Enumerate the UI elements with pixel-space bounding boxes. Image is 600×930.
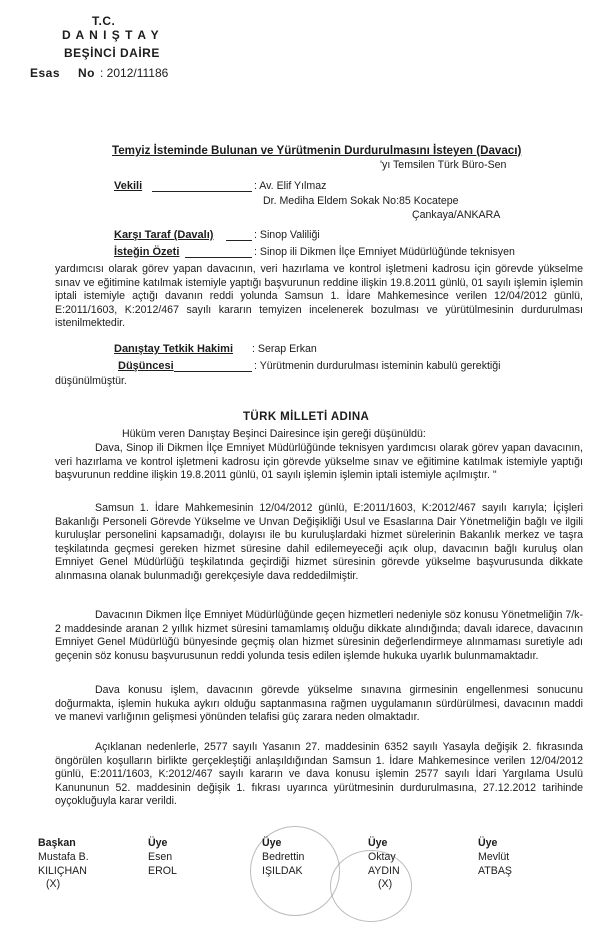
attorney-label: Vekili (114, 180, 143, 192)
opinion-label-line (174, 371, 252, 372)
signature-role: Üye (368, 837, 388, 849)
signature-role: Başkan (38, 837, 76, 849)
signature-member-1 (148, 837, 177, 878)
signature-first-name: Oktay (368, 850, 396, 863)
signature-role: Üye (262, 837, 282, 849)
decision-paragraph-4: Dava konusu işlem, davacının görevde yükselme sınavına girmesinin engellenmesi sonucunu doğurmakta, işlemin hukuka aykırı olduğu saptanmasına rağmen uygulamanın sürdürülmesi, davacının maddi ve manevi varlığının gelişmesi yönünden telafisi güç zarara neden olmaktadır. (55, 684, 583, 724)
opinion-first-line: : Yürütmenin durdurulması isteminin kabulü gerektiği (254, 360, 501, 372)
defendant-label-line (226, 240, 252, 241)
decision-paragraph-1: Dava, Sinop ili Dikmen İlçe Emniyet Müdürlüğünde teknisyen yardımcısı olarak görev yapan davacının, veri hazırlama ve kontrol işletmeni kadrosu için görevde yükselme sınav ve eğitimine katılmak istemiyle yaptığı başvurunun reddine ilişkin 19.8.2011 günlü, 01 sayılı işlemin işlemin iptali istemiyle açılmıştır. " (55, 442, 583, 482)
decision-paragraph-2: Samsun 1. İdare Mahkemesinin 12/04/2012 günlü, E:2011/1603, K:2012/467 sayılı karıyla; İçişleri Bakanlığı Personeli Görevde Yükselme ve Unvan Değişikliği Usul ve Esaslarına Dair Yönetmeliğin bağlı ve ilgili kuruluşlar personelini kapsamadığı, dolayısı ile bu kuruluşlardaki hizmet sürelerinin Bakanlık merkez ve taşra teşkilatında geçmesi gereken hizmet süresine dahil edilemeyeceği açık olup, davacının bağlı kuruluş olan Emniyet Genel Müdürlüğü teşkilatında geçirdiği hizmet süresinin görevde yükselme başvurusunda dikkate alınmasına olanak bulunmadığı gerekçesiyle dava reddedilmiştir. (55, 502, 583, 582)
decision-paragraph-5: Açıklanan nedenlerle, 2577 sayılı Yasanın 27. maddesinin 6352 sayılı Yasayla değişik 2. fıkrasında öngörülen koşulların birlikte gerçekleştiği anlaşıldığından Samsun 1. İdare Mahkemesince verilen 12/04/2012 günlü, E:2011/1603, K:2012/467 sayılı kararın ve dava konusu işlemin 2577 sayılı İdari Yargılama Usulü Kanununun 52. maddesinin değişik 1. fıkrası uyarınca yürütmesinin durdurulmasına, 27.12.2012 tarihinde oyçokluğuyla karar verildi. (55, 741, 583, 808)
header-tc: T.C. (92, 14, 116, 28)
decision-title: TÜRK MİLLETİ ADINA (243, 411, 370, 423)
esas-number: : 2012/11186 (100, 66, 169, 80)
judge-value: : Serap Erkan (252, 343, 317, 355)
request-first-line: : Sinop ili Dikmen İlçe Emniyet Müdürlüğünde teknisyen (254, 246, 515, 258)
header-chamber: BEŞİNCİ DAİRE (64, 46, 160, 60)
signature-last-name: ATBAŞ (478, 864, 512, 877)
signature-member-4 (478, 837, 512, 878)
request-label-line (185, 257, 252, 258)
signature-first-name: Mevlüt (478, 850, 510, 863)
decision-intro: Hüküm veren Danıştay Beşinci Dairesince işin gereği düşünüldü: (122, 428, 426, 440)
signature-first-name: Bedrettin (262, 850, 305, 863)
signature-president (38, 837, 89, 892)
signature-first-name: Esen (148, 850, 173, 863)
opinion-rest: düşünülmüştür. (55, 375, 127, 387)
signature-role: Üye (148, 837, 168, 849)
defendant-label: Karşı Taraf (Davalı) (114, 229, 214, 241)
signature-last-name: IŞILDAK (262, 864, 303, 877)
signature-first-name: Mustafa B. (38, 850, 89, 863)
no-label: No (78, 66, 95, 80)
signature-role: Üye (478, 837, 498, 849)
signature-mark: (X) (378, 878, 393, 891)
attorney-address-2: Çankaya/ANKARA (412, 209, 501, 221)
request-label: İsteğin Özeti (114, 246, 180, 258)
plaintiff-value: 'yı Temsilen Türk Büro-Sen (380, 159, 507, 171)
opinion-label: Düşüncesi (118, 360, 174, 372)
attorney-address-1: Dr. Mediha Eldem Sokak No:85 Kocatepe (263, 195, 459, 207)
decision-paragraph-3: Davacının Dikmen İlçe Emniyet Müdürlüğünde geçen hizmetleri nedeniyle söz konusu Yönetmeliğin 7/k-2 maddesinde aranan 2 yıllık hizmet süresini tamamlamış olduğu dikkate alındığında; davalı idarece, davacının Emniyet Genel Müdürlüğü bünyesinde geçmiş olan hizmet süresinin değerlendirmeye alınmaması suretiyle adı geçenin söz konusu başvurusunun reddi yolunda tesis edilen işlemde hukuka uyarlık bulunmamaktadır. (55, 609, 583, 662)
esas-label: Esas (30, 66, 61, 80)
signature-last-name: AYDIN (368, 864, 400, 877)
defendant-value: : Sinop Valiliği (254, 229, 320, 241)
signature-mark: (X) (46, 878, 61, 891)
signature-member-2 (262, 837, 304, 878)
signature-last-name: EROL (148, 864, 177, 877)
signature-last-name: KILIÇHAN (38, 864, 87, 877)
request-summary: yardımcısı olarak görev yapan davacının, veri hazırlama ve kontrol işletmeni kadrosu için görevde yükselme sınav ve eğitimine katılmak istemiyle yaptığı başvurunun reddine ilişkin 19.8.2011 günlü, 01 sayılı işlemin işlemin iptali istemiyle açtığı davanın reddi yolunda Samsun 1. İdare Mahkemesince verilen 12/04/2012 günlü, E:2011/1603, K:2012/467 sayılı kararın temyizen incelenerek bozulması ve yürütülmesinin durdurulması istenilmektedir. (55, 263, 583, 330)
header-court: D A N I Ş T A Y (62, 28, 160, 42)
judge-label: Danıştay Tetkik Hakimi (114, 343, 234, 355)
attorney-name: : Av. Elif Yılmaz (254, 180, 327, 192)
signature-member-3 (368, 837, 400, 892)
plaintiff-label: Temyiz İsteminde Bulunan ve Yürütmenin Durdurulmasını İsteyen (Davacı) (112, 144, 522, 157)
attorney-label-line (152, 191, 252, 192)
